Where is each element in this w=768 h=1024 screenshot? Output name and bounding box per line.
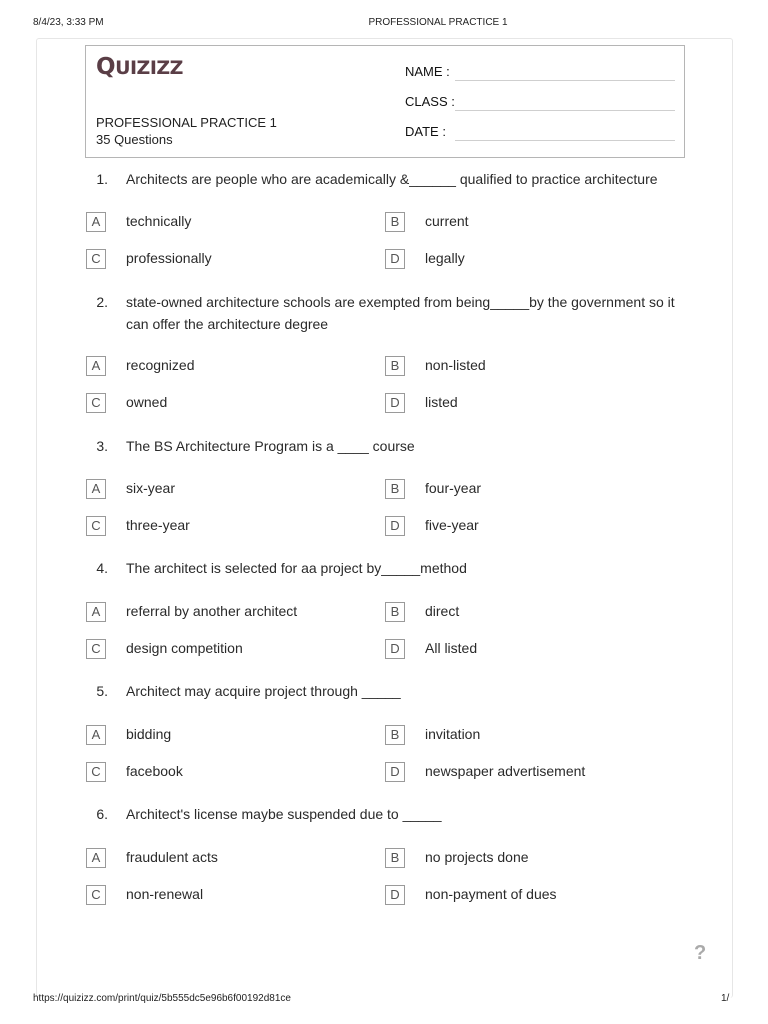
option-letter: D [385,639,405,659]
q1-option-a[interactable] [86,212,366,232]
question-number: 2. [96,294,108,310]
option-text: five-year [425,517,479,533]
question-number: 1. [96,171,108,187]
option-text: design competition [126,640,243,656]
option-text: fraudulent acts [126,849,218,865]
quiz-header-box [85,45,685,158]
print-header [0,17,768,31]
q3-option-a[interactable] [86,479,366,499]
q6-option-b[interactable] [385,848,675,868]
q3-option-b[interactable] [385,479,675,499]
option-letter: B [385,602,405,622]
q2-option-c[interactable] [86,393,366,413]
print-title: PROFESSIONAL PRACTICE 1 [368,17,508,28]
option-letter: A [86,479,106,499]
q6-option-a[interactable] [86,848,366,868]
option-letter: C [86,516,106,536]
question-number: 3. [96,438,108,454]
q2-option-b[interactable] [385,356,675,376]
q5-option-d[interactable] [385,762,675,782]
q6-option-d[interactable] [385,885,675,905]
date-line [455,140,675,141]
option-letter: C [86,762,106,782]
option-text: bidding [126,726,172,742]
option-text: non-payment of dues [425,886,557,902]
option-letter: A [86,356,106,376]
question-number: 6. [96,806,108,822]
option-text: direct [425,603,460,619]
option-letter: A [86,212,106,232]
q4-option-d[interactable] [385,639,675,659]
option-letter: C [86,639,106,659]
option-text: newspaper advertisement [425,763,586,779]
q4-option-c[interactable] [86,639,366,659]
page-number: 1/ [721,993,730,1004]
date-field[interactable] [405,120,675,142]
q2-option-a[interactable] [86,356,366,376]
q5-option-c[interactable] [86,762,366,782]
option-letter: B [385,725,405,745]
option-text: referral by another architect [126,603,298,619]
q3-option-c[interactable] [86,516,366,536]
option-text: three-year [126,517,190,533]
option-text: recognized [126,357,195,373]
option-text: legally [425,250,465,266]
name-field[interactable] [405,60,675,82]
option-letter: A [86,725,106,745]
quizizz-logo: QUIZIZZ [96,54,183,80]
q5-option-b[interactable] [385,725,675,745]
option-letter: D [385,516,405,536]
option-text: four-year [425,480,482,496]
option-letter: C [86,249,106,269]
option-letter: B [385,479,405,499]
q2-option-d[interactable] [385,393,675,413]
option-text: professionally [126,250,212,266]
q3-option-d[interactable] [385,516,675,536]
help-icon[interactable]: ? [694,942,707,964]
question-text: The architect is selected for aa project by_____method [126,560,467,576]
option-text: non-renewal [126,886,204,902]
print-url: https://quizizz.com/print/quiz/5b555dc5e96b6f00192d81ce [33,993,291,1004]
option-text: technically [126,213,192,229]
option-letter: A [86,848,106,868]
option-letter: C [86,393,106,413]
option-letter: B [385,848,405,868]
option-text: invitation [425,726,481,742]
option-letter: B [385,212,405,232]
question-text: The BS Architecture Program is a ____ course [126,438,415,454]
option-text: listed [425,394,458,410]
date-label: DATE : [405,124,446,139]
option-letter: D [385,762,405,782]
option-letter: A [86,602,106,622]
q4-option-b[interactable] [385,602,675,622]
class-label: CLASS : [405,94,455,109]
option-text: owned [126,394,168,410]
option-letter: C [86,885,106,905]
option-letter: D [385,393,405,413]
question-number: 4. [96,560,108,576]
q5-option-a[interactable] [86,725,366,745]
option-text: current [425,213,469,229]
option-text: no projects done [425,849,529,865]
q6-option-c[interactable] [86,885,366,905]
option-text: facebook [126,763,183,779]
option-text: non-listed [425,357,486,373]
q4-option-a[interactable] [86,602,366,622]
q1-option-d[interactable] [385,249,675,269]
quiz-title: PROFESSIONAL PRACTICE 1 [96,115,277,130]
option-text: six-year [126,480,176,496]
question-number: 5. [96,683,108,699]
question-count: 35 Questions [96,132,173,147]
q1-option-c[interactable] [86,249,366,269]
class-line [455,110,675,111]
name-label: NAME : [405,64,450,79]
q1-option-b[interactable] [385,212,675,232]
name-line [455,80,675,81]
option-letter: D [385,885,405,905]
question-text: Architects are people who are academically &______ qualified to practice architecture [126,171,658,187]
option-letter: D [385,249,405,269]
question-text: state-owned architecture schools are exempted from being_____by the government so it can offer the architecture degree [126,294,675,332]
option-text: All listed [425,640,478,656]
question-text: Architect may acquire project through _____ [126,683,401,699]
print-datetime: 8/4/23, 3:33 PM [33,17,104,28]
class-field[interactable] [405,90,675,112]
option-letter: B [385,356,405,376]
question-text: Architect's license maybe suspended due to _____ [126,806,442,822]
